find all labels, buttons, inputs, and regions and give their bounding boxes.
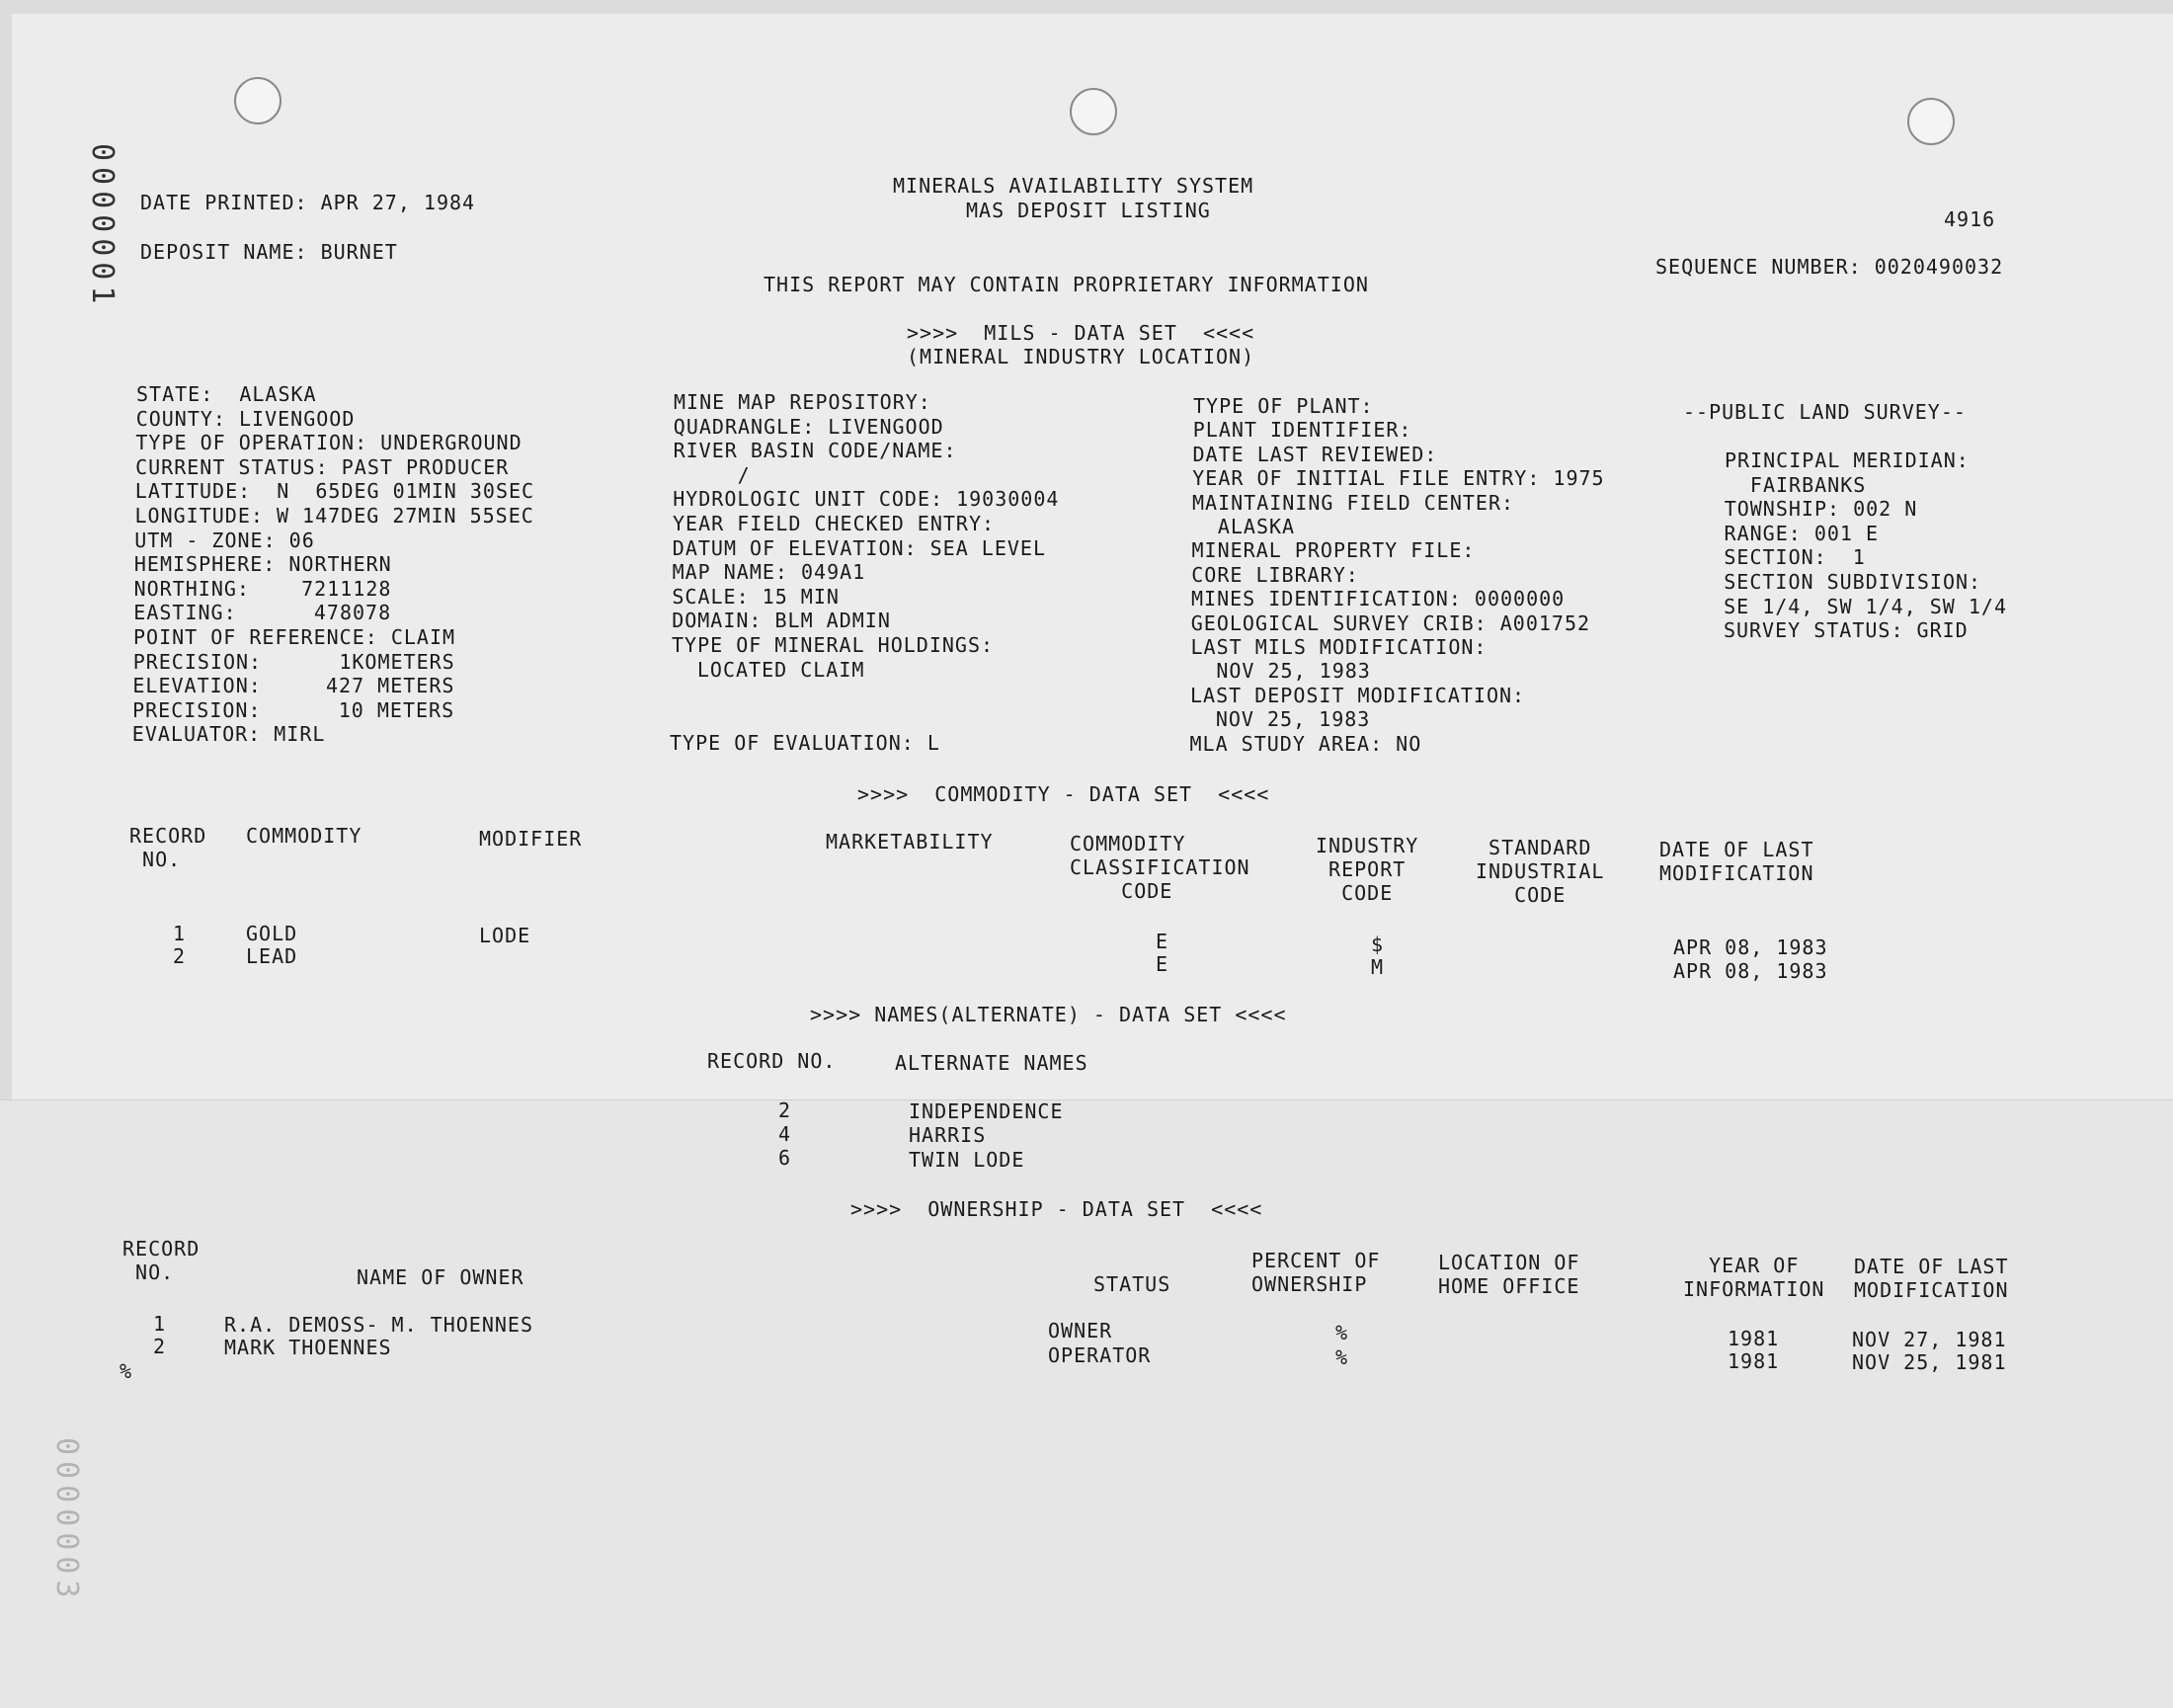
mils-file-line-4: YEAR OF INITIAL FILE ENTRY: 1975 xyxy=(1192,466,1605,491)
commodity-header-classification: COMMODITY CLASSIFICATION CODE xyxy=(1070,832,1250,903)
public-land-survey-line-2: FAIRBANKS xyxy=(1724,472,1867,497)
mils-file-line-15: MLA STUDY AREA: NO xyxy=(1189,731,1422,756)
names-title: >>>> NAMES(ALTERNATE) - DATA SET <<<< xyxy=(810,1003,1287,1026)
mils-map-line-8: MAP NAME: 049A1 xyxy=(672,560,866,585)
punch-hole-right xyxy=(1907,98,1955,145)
commodity-header-marketability: MARKETABILITY xyxy=(826,830,994,854)
commodity-header-record: RECORD NO. xyxy=(129,824,207,871)
ownership-row-2-date: NOV 25, 1981 xyxy=(1852,1350,2007,1374)
mils-file-line-5: MAINTAINING FIELD CENTER: xyxy=(1192,490,1515,515)
public-land-survey-line-6: SECTION SUBDIVISION: xyxy=(1724,570,1982,594)
deposit-name: DEPOSIT NAME: BURNET xyxy=(140,240,398,264)
mils-map-line-1: MINE MAP REPOSITORY: xyxy=(674,390,931,414)
mils-map-line-3: RIVER BASIN CODE/NAME: xyxy=(673,439,957,463)
mils-map-line-5: HYDROLOGIC UNIT CODE: 19030004 xyxy=(673,487,1060,512)
mils-location-line-1: STATE: ALASKA xyxy=(136,382,317,406)
mils-subtitle: (MINERAL INDUSTRY LOCATION) xyxy=(907,345,1255,368)
side-control-number: 0000001 xyxy=(85,143,120,310)
mils-location-line-10: EASTING: 478078 xyxy=(133,601,392,625)
commodity-row-1-industry: $ xyxy=(1371,933,1385,956)
mils-file-line-8: CORE LIBRARY: xyxy=(1191,562,1359,587)
ownership-row-2-name: MARK THOENNES xyxy=(224,1336,392,1359)
mils-location-line-12: PRECISION: 1KOMETERS xyxy=(132,649,455,674)
ownership-header-percent: PERCENT OF OWNERSHIP xyxy=(1251,1249,1381,1296)
mils-file-line-3: DATE LAST REVIEWED: xyxy=(1192,442,1438,466)
commodity-row-1-date: APR 08, 1983 xyxy=(1673,935,1828,959)
public-land-survey-title: --PUBLIC LAND SURVEY-- xyxy=(1683,400,1967,424)
mils-file-line-9: MINES IDENTIFICATION: 0000000 xyxy=(1191,587,1566,611)
mils-map-line-4: / xyxy=(673,462,751,487)
ownership-title: >>>> OWNERSHIP - DATA SET <<<< xyxy=(850,1197,1263,1221)
ownership-row-1-name: R.A. DEMOSS- M. THOENNES xyxy=(224,1313,533,1337)
commodity-row-1-class: E xyxy=(1156,930,1169,953)
names-row-2-no: 4 xyxy=(778,1122,792,1146)
commodity-header-modifier: MODIFIER xyxy=(479,827,583,851)
type-of-evaluation: TYPE OF EVALUATION: L xyxy=(670,731,940,755)
mils-location-line-13: ELEVATION: 427 METERS xyxy=(132,674,455,698)
commodity-row-1-commodity: GOLD xyxy=(246,922,298,945)
mils-location-line-9: NORTHING: 7211128 xyxy=(133,576,392,601)
mils-file-line-7: MINERAL PROPERTY FILE: xyxy=(1191,538,1476,563)
mils-map-line-12: LOCATED CLAIM xyxy=(671,657,865,682)
names-row-1-no: 2 xyxy=(778,1098,792,1122)
proprietary-notice: THIS REPORT MAY CONTAIN PROPRIETARY INFORMATION xyxy=(764,273,1369,296)
commodity-row-2-industry: M xyxy=(1371,955,1385,979)
commodity-row-2-no: 2 xyxy=(173,944,187,968)
names-header-record: RECORD NO. xyxy=(707,1049,837,1073)
mils-file-line-10: GEOLOGICAL SURVEY CRIB: A001752 xyxy=(1190,610,1591,635)
commodity-header-sic: STANDARD INDUSTRIAL CODE xyxy=(1476,836,1605,907)
commodity-row-1-no: 1 xyxy=(173,922,187,945)
commodity-row-2-commodity: LEAD xyxy=(246,944,298,968)
mils-location-line-11: POINT OF REFERENCE: CLAIM xyxy=(133,625,456,649)
ownership-header-location: LOCATION OF HOME OFFICE xyxy=(1438,1251,1580,1298)
ownership-trailing-percent: % xyxy=(120,1359,133,1383)
mils-location-line-2: COUNTY: LIVENGOOD xyxy=(135,406,356,431)
commodity-header-industry: INDUSTRY REPORT CODE xyxy=(1316,834,1419,905)
commodity-header-date: DATE OF LAST MODIFICATION xyxy=(1659,838,1814,885)
mils-file-line-1: TYPE OF PLANT: xyxy=(1193,394,1374,418)
ownership-row-1-year: 1981 xyxy=(1728,1327,1780,1350)
paper-sheet-lower xyxy=(0,1099,2173,1708)
mils-title: >>>> MILS - DATA SET <<<< xyxy=(907,321,1255,345)
mils-location-line-15: EVALUATOR: MIRL xyxy=(131,722,326,747)
side-control-number-faint: 0000003 xyxy=(49,1437,84,1604)
names-row-2-name: HARRIS xyxy=(909,1123,987,1147)
mils-file-line-6: ALASKA xyxy=(1191,515,1296,538)
mils-map-line-9: SCALE: 15 MIN xyxy=(672,584,840,609)
listing-title: MAS DEPOSIT LISTING xyxy=(966,199,1211,222)
commodity-row-1-modifier: LODE xyxy=(479,924,531,947)
commodity-row-2-date: APR 08, 1983 xyxy=(1673,959,1828,983)
ownership-row-2-no: 2 xyxy=(153,1335,167,1358)
public-land-survey-line-5: SECTION: 1 xyxy=(1724,545,1866,570)
mils-map-line-11: TYPE OF MINERAL HOLDINGS: xyxy=(672,633,995,657)
ownership-header-record: RECORD NO. xyxy=(122,1237,201,1284)
ownership-row-1-status: OWNER xyxy=(1048,1319,1113,1342)
ownership-header-status: STATUS xyxy=(1093,1272,1171,1296)
public-land-survey-line-8: SURVEY STATUS: GRID xyxy=(1723,618,1969,643)
ownership-header-date: DATE OF LAST MODIFICATION xyxy=(1854,1255,2009,1302)
ownership-row-2-year: 1981 xyxy=(1728,1349,1780,1373)
public-land-survey-line-7: SE 1/4, SW 1/4, SW 1/4 xyxy=(1724,594,2007,618)
names-row-3-name: TWIN LODE xyxy=(909,1148,1025,1172)
ownership-header-name: NAME OF OWNER xyxy=(357,1265,524,1289)
mils-file-line-13: LAST DEPOSIT MODIFICATION: xyxy=(1190,683,1526,707)
commodity-header-commodity: COMMODITY xyxy=(246,824,362,848)
mils-location-line-7: UTM - ZONE: 06 xyxy=(134,528,315,552)
punch-hole-left xyxy=(234,77,282,124)
mils-file-line-14: NOV 25, 1983 xyxy=(1189,707,1371,732)
ownership-row-2-percent: % xyxy=(1335,1345,1349,1369)
mils-map-line-2: QUADRANGLE: LIVENGOOD xyxy=(673,414,944,439)
ownership-row-2-status: OPERATOR xyxy=(1048,1343,1152,1367)
commodity-row-2-class: E xyxy=(1156,952,1169,976)
mils-file-line-12: NOV 25, 1983 xyxy=(1190,659,1371,684)
mils-map-line-7: DATUM OF ELEVATION: SEA LEVEL xyxy=(672,535,1046,560)
ownership-row-1-date: NOV 27, 1981 xyxy=(1852,1328,2007,1351)
mils-location-line-6: LONGITUDE: W 147DEG 27MIN 55SEC xyxy=(134,504,534,528)
mils-file-line-11: LAST MILS MODIFICATION: xyxy=(1190,635,1488,659)
sequence-number: SEQUENCE NUMBER: 0020490032 xyxy=(1655,255,2004,279)
ownership-row-1-no: 1 xyxy=(153,1312,167,1336)
public-land-survey-line-3: TOWNSHIP: 002 N xyxy=(1724,497,1918,522)
names-row-3-no: 6 xyxy=(778,1146,792,1170)
mils-location-line-14: PRECISION: 10 METERS xyxy=(132,697,455,722)
public-land-survey-line-4: RANGE: 001 E xyxy=(1724,521,1880,545)
names-row-1-name: INDEPENDENCE xyxy=(909,1099,1064,1123)
ownership-header-year: YEAR OF INFORMATION xyxy=(1683,1254,1825,1301)
mils-map-line-10: DOMAIN: BLM ADMIN xyxy=(672,609,891,633)
system-title: MINERALS AVAILABILITY SYSTEM xyxy=(893,174,1254,198)
ownership-row-1-percent: % xyxy=(1335,1321,1349,1344)
mils-location-line-4: CURRENT STATUS: PAST PRODUCER xyxy=(135,454,510,479)
punch-hole-center xyxy=(1070,88,1117,135)
document-number: 4916 xyxy=(1944,207,1996,231)
mils-map-line-6: YEAR FIELD CHECKED ENTRY: xyxy=(673,512,996,535)
public-land-survey-line-1: PRINCIPAL MERIDIAN: xyxy=(1725,448,1970,472)
commodity-title: >>>> COMMODITY - DATA SET <<<< xyxy=(857,782,1270,806)
mils-location-line-8: HEMISPHERE: NORTHERN xyxy=(133,552,392,577)
mils-file-line-2: PLANT IDENTIFIER: xyxy=(1192,418,1412,443)
names-header-alternate: ALTERNATE NAMES xyxy=(895,1051,1088,1075)
date-printed: DATE PRINTED: APR 27, 1984 xyxy=(140,191,476,214)
mils-location-line-5: LATITUDE: N 65DEG 01MIN 30SEC xyxy=(134,479,535,504)
mils-location-line-3: TYPE OF OPERATION: UNDERGROUND xyxy=(135,431,523,455)
